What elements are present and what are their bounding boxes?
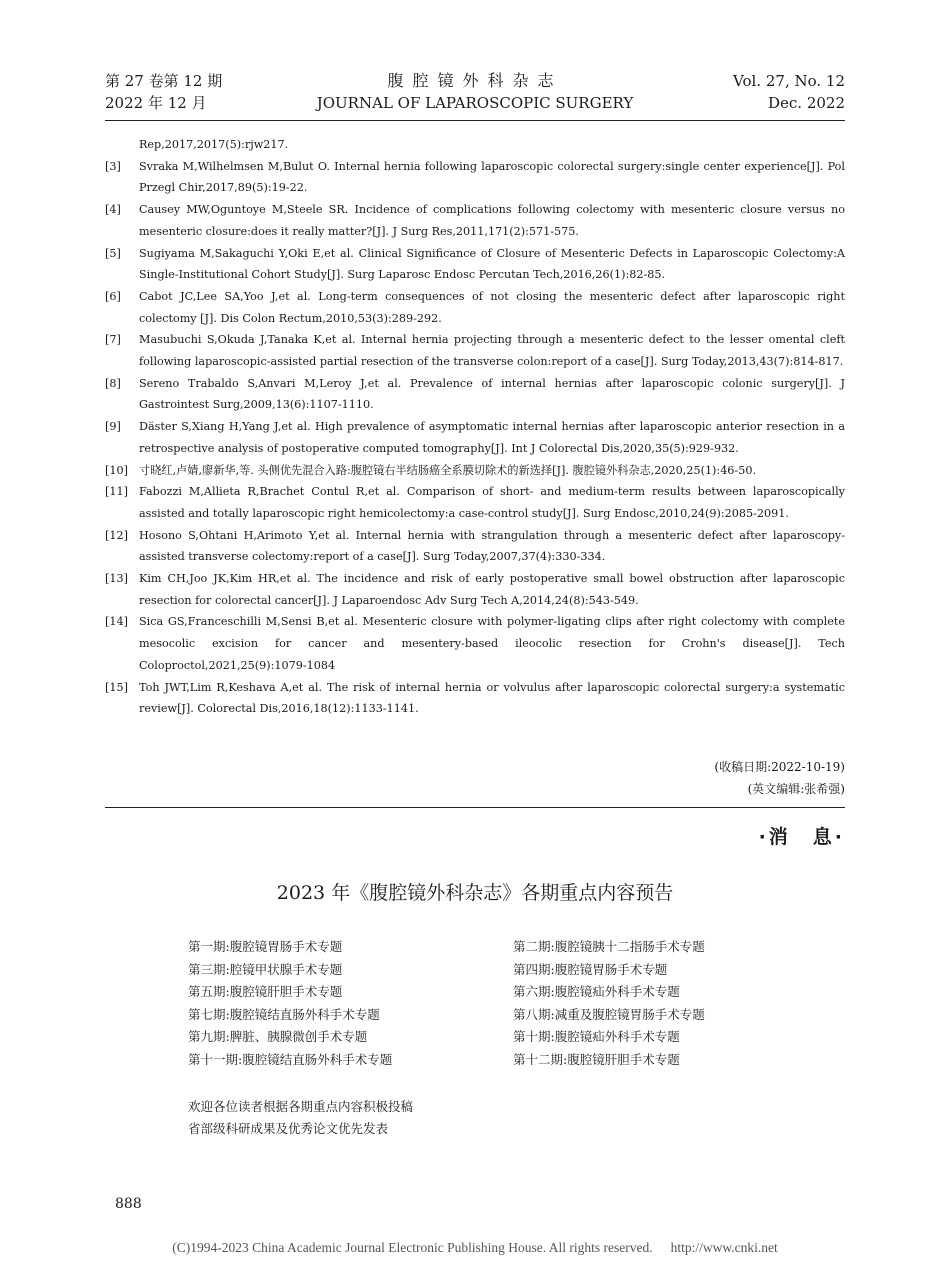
copyright-text: (C)1994-2023 China Academic Journal Electronic Publishing House. All rights reserved.: [172, 1240, 653, 1255]
issue-row: [188, 1004, 808, 1027]
issue-topic: 第六期:腹腔镜疝外科手术专题: [513, 984, 680, 1000]
page-header: [105, 70, 845, 118]
reference-number: [10]: [105, 463, 128, 477]
reference-item: [105, 611, 845, 676]
date-cn: 2022 年 12 月: [105, 94, 207, 112]
issue-topic: 第十一期:腹腔镜结直肠外科手术专题: [188, 1051, 393, 1067]
copyright-footer: [0, 1240, 950, 1256]
reference-text: Cabot JC,Lee SA,Yoo J,et al. Long-term consequences of not closing the mesenteric defect after laparoscopic right colectomy [J]. Dis Colon Rectum,2010,53(3):289-292.: [139, 289, 845, 325]
reference-item: [105, 416, 845, 459]
header-divider: [105, 120, 845, 121]
issue-topic: 第十二期:腹腔镜肝胆手术专题: [513, 1051, 680, 1067]
issue-topic-list: [188, 936, 808, 1072]
page-number: 888: [115, 1196, 142, 1212]
reference-text: Sereno Trabaldo S,Anvari M,Leroy J,et al. Prevalence of internal hernias after laparoscopic colonic surgery[J]. J Gastrointest Surg,2009,13(6):1107-1110.: [139, 376, 845, 412]
reference-number: [13]: [105, 572, 128, 586]
issue-topic: 第三期:腔镜甲状腺手术专题: [188, 961, 343, 977]
news-label: ·消 息·: [758, 826, 845, 848]
welcome-line-2: 省部级科研成果及优秀论文优先发表: [188, 1121, 389, 1136]
issue-topic: 第四期:腹腔镜胃肠手术专题: [513, 961, 668, 977]
reference-text: Däster S,Xiang H,Yang J,et al. High prevalence of asymptomatic internal hernias after laparoscopic anterior resection in a retrospective analysis of postoperative computed tomography[J]. Int J Colorectal Dis,2020,35(5):929-932.: [139, 420, 845, 455]
reference-item: [105, 525, 845, 568]
reference-list: [105, 134, 845, 720]
reference-item: [105, 481, 845, 524]
reference-number: [8]: [105, 376, 121, 390]
issue-row: [188, 936, 808, 959]
reference-item: [105, 243, 845, 286]
issue-row: [188, 981, 808, 1004]
reference-text: Masubuchi S,Okuda J,Tanaka K,et al. Internal hernia projecting through a mesenteric defect to the lesser omental cleft following laparoscopic-assisted partial resection of the transverse colon:report of a case[J]. Surg Today,2013,43(7):814-817.: [139, 333, 845, 369]
welcome-line-1: 欢迎各位读者根据各期重点内容积极投稿: [188, 1099, 414, 1114]
date-en: Dec. 2022: [767, 94, 845, 112]
reference-item: [105, 286, 845, 329]
reference-text: 寸晓红,卢婧,廖新华,等. 头侧优先混合入路:腹腔镜右半结肠癌全系膜切除术的新选择[J]. 腹腔镜外科杂志,2020,25(1):46-50.: [139, 463, 756, 477]
cnki-link[interactable]: http://www.cnki.net: [670, 1240, 778, 1255]
reference-item: [105, 156, 845, 199]
volume-en: Vol. 27, No. 12: [733, 72, 845, 90]
volume-cn: 第 27 卷第 12 期: [105, 72, 223, 90]
english-editor: (英文编辑:张希强): [747, 782, 845, 796]
reference-text: Causey MW,Oguntoye M,Steele SR. Incidence of complications following colectomy with mesenteric closure versus no mesenteric closure:does it really matter?[J]. J Surg Res,2011,171(2):571-575.: [139, 203, 845, 238]
issue-topic: 第八期:减重及腹腔镜胃肠手术专题: [513, 1006, 705, 1022]
reference-number: [11]: [105, 485, 128, 499]
issue-row: [188, 1049, 808, 1072]
issue-row: [188, 959, 808, 982]
reference-number: [4]: [105, 203, 121, 217]
issue-topic: 第十期:腹腔镜疝外科手术专题: [513, 1029, 680, 1045]
journal-name-en: JOURNAL OF LAPAROSCOPIC SURGERY: [316, 94, 634, 112]
reference-text: Svraka M,Wilhelmsen M,Bulut O. Internal hernia following laparoscopic colorectal surgery:single center experience[J]. Pol Przegl Chir,2017,89(5):19-22.: [139, 159, 845, 195]
reference-number: [15]: [105, 680, 128, 694]
issue-topic: 第九期:脾脏、胰腺微创手术专题: [188, 1029, 368, 1045]
reference-item: [105, 460, 845, 482]
reference-text: Kim CH,Joo JK,Kim HR,et al. The incidence and risk of early postoperative small bowel obstruction after laparoscopic resection for colorectal cancer[J]. J Laparoendosc Adv Surg Tech A,2014,24(8):543-549.: [139, 572, 845, 607]
reference-text: Sica GS,Franceschilli M,Sensi B,et al. Mesenteric closure with polymer-ligating clips after right colectomy with complete mesocolic excision for cancer and mesentery-based ileocolic resection for Crohn's disease[J]. Tech Coloproctol,2021,25(9):1079-1084: [139, 615, 845, 672]
reference-item: [105, 373, 845, 416]
reference-number: [5]: [105, 246, 121, 260]
reference-number: [9]: [105, 420, 121, 434]
issue-topic: 第一期:腹腔镜胃肠手术专题: [188, 939, 343, 954]
issue-row: [188, 1026, 808, 1049]
received-info: [714, 756, 845, 800]
reference-number: [14]: [105, 615, 128, 629]
issue-topic: 第二期:腹腔镜胰十二指肠手术专题: [513, 939, 705, 954]
reference-number: [12]: [105, 528, 128, 542]
reference-text: Toh JWT,Lim R,Keshava A,et al. The risk of internal hernia or volvulus after laparoscopic colorectal surgery:a systematic review[J]. Colorectal Dis,2016,18(12):1133-1141.: [139, 680, 845, 716]
reference-number: [6]: [105, 289, 121, 303]
reference-number: [7]: [105, 333, 121, 347]
section-divider: [105, 807, 845, 808]
received-date: (收稿日期:2022-10-19): [714, 760, 845, 774]
announcement-title: 2023 年《腹腔镜外科杂志》各期重点内容预告: [276, 882, 674, 904]
reference-item: [105, 329, 845, 372]
issue-topic: 第五期:腹腔镜肝胆手术专题: [188, 984, 343, 1000]
reference-text: Sugiyama M,Sakaguchi Y,Oki E,et al. Clinical Significance of Closure of Mesenteric Defects in Laparoscopic Colectomy:A Single-Institutional Cohort Study[J]. Surg Laparosc Endosc Percutan Tech,2016,26(1):82-85.: [139, 246, 845, 282]
reference-text: Fabozzi M,Allieta R,Brachet Contul R,et al. Comparison of short- and medium-term results between laparoscopically assisted and totally laparoscopic right hemicolectomy:a case-control study[J]. Surg Endosc,2010,24(9):2085-2091.: [139, 485, 845, 520]
reference-item: [105, 199, 845, 242]
reference-text: Rep,2017,2017(5):rjw217.: [139, 138, 289, 151]
reference-number: [3]: [105, 159, 121, 173]
header-right: [733, 70, 845, 114]
reference-item: [105, 134, 845, 156]
journal-name-cn: 腹腔镜外科杂志: [387, 71, 563, 90]
reference-item: [105, 568, 845, 611]
welcome-notice: [188, 1096, 413, 1140]
reference-text: Hosono S,Ohtani H,Arimoto Y,et al. Internal hernia with strangulation through a mesenteric defect after laparoscopy-assisted transverse colectomy:report of a case[J]. Surg Today,2007,37(4):330-334.: [139, 528, 845, 564]
issue-topic: 第七期:腹腔镜结直肠外科手术专题: [188, 1006, 380, 1022]
reference-item: [105, 677, 845, 720]
